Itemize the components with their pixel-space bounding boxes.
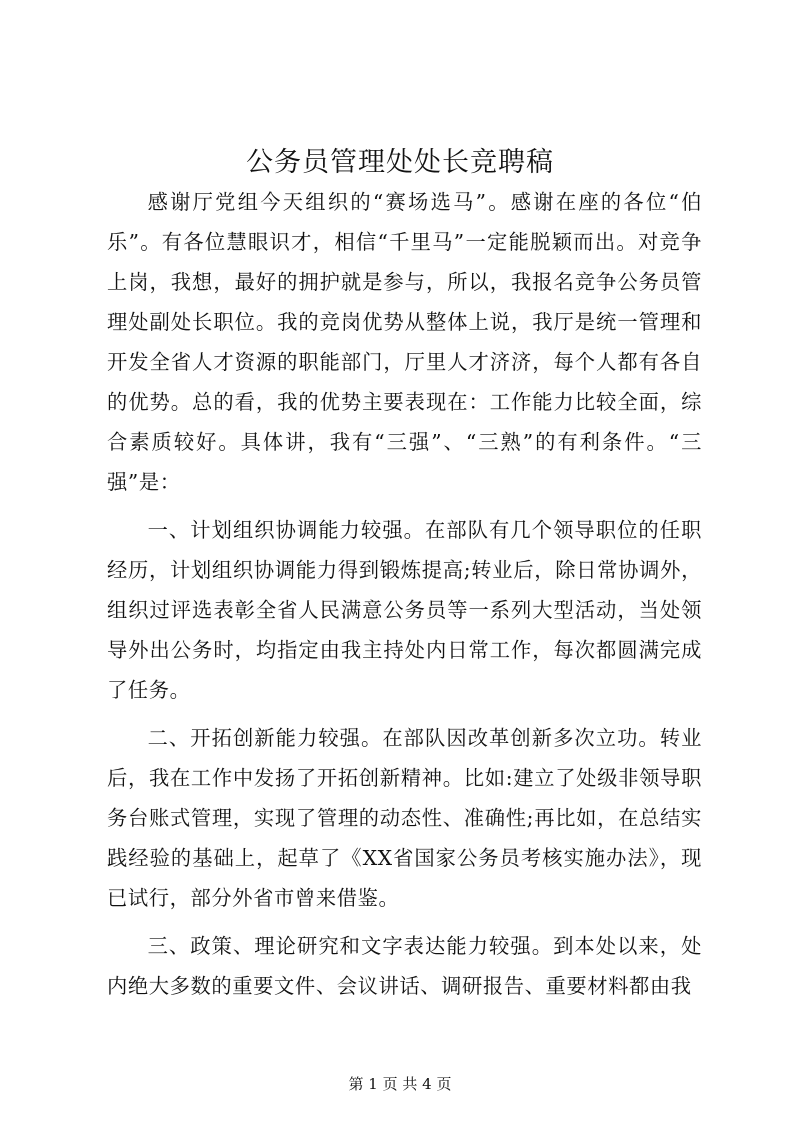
paragraph-point-one: 一、计划组织协调能力较强。在部队有几个领导职位的任职经历，计划组织协调能力得到锻炼提高;转业后，除日常协调外，组织过评选表彰全省人民满意公务员等一系列大型活动，当处领导外出公务时，均指定由我主持处内日常工作，每次都圆满完成了任务。 <box>107 518 702 702</box>
page-number-footer: 第 1 页 共 4 页 <box>348 1075 452 1093</box>
document-body <box>107 182 702 1006</box>
paragraph-point-three: 三、政策、理论研究和文字表达能力较强。到本处以来，处内绝大多数的重要文件、会议讲话、调研报告、重要材料都由我 <box>107 934 702 998</box>
paragraph-point-two: 二、开拓创新能力较强。在部队因改革创新多次立功。转业后，我在工作中发扬了开拓创新精神。比如:建立了处级非领导职务台账式管理，实现了管理的动态性、准确性;再比如，在总结实践经验的基础上，起草了《XX省国家公务员考核实施办法》，现已试行，部分外省市曾来借鉴。 <box>107 726 702 910</box>
paragraph-intro: 感谢厅党组今天组织的“赛场选马”。感谢在座的各位“伯乐”。有各位慧眼识才，相信“千里马”一定能脱颖而出。对竞争上岗，我想，最好的拥护就是参与，所以，我报名竞争公务员管理处副处长职位。我的竞岗优势从整体上说，我厅是统一管理和开发全省人才资源的职能部门，厅里人才济济，每个人都有各自的优势。总的看，我的优势主要表现在：工作能力比较全面，综合素质较好。具体讲，我有“三强”、“三熟”的有利条件。“三强”是： <box>107 190 702 494</box>
document-title: 公务员管理处处长竞聘稿 <box>246 147 554 178</box>
